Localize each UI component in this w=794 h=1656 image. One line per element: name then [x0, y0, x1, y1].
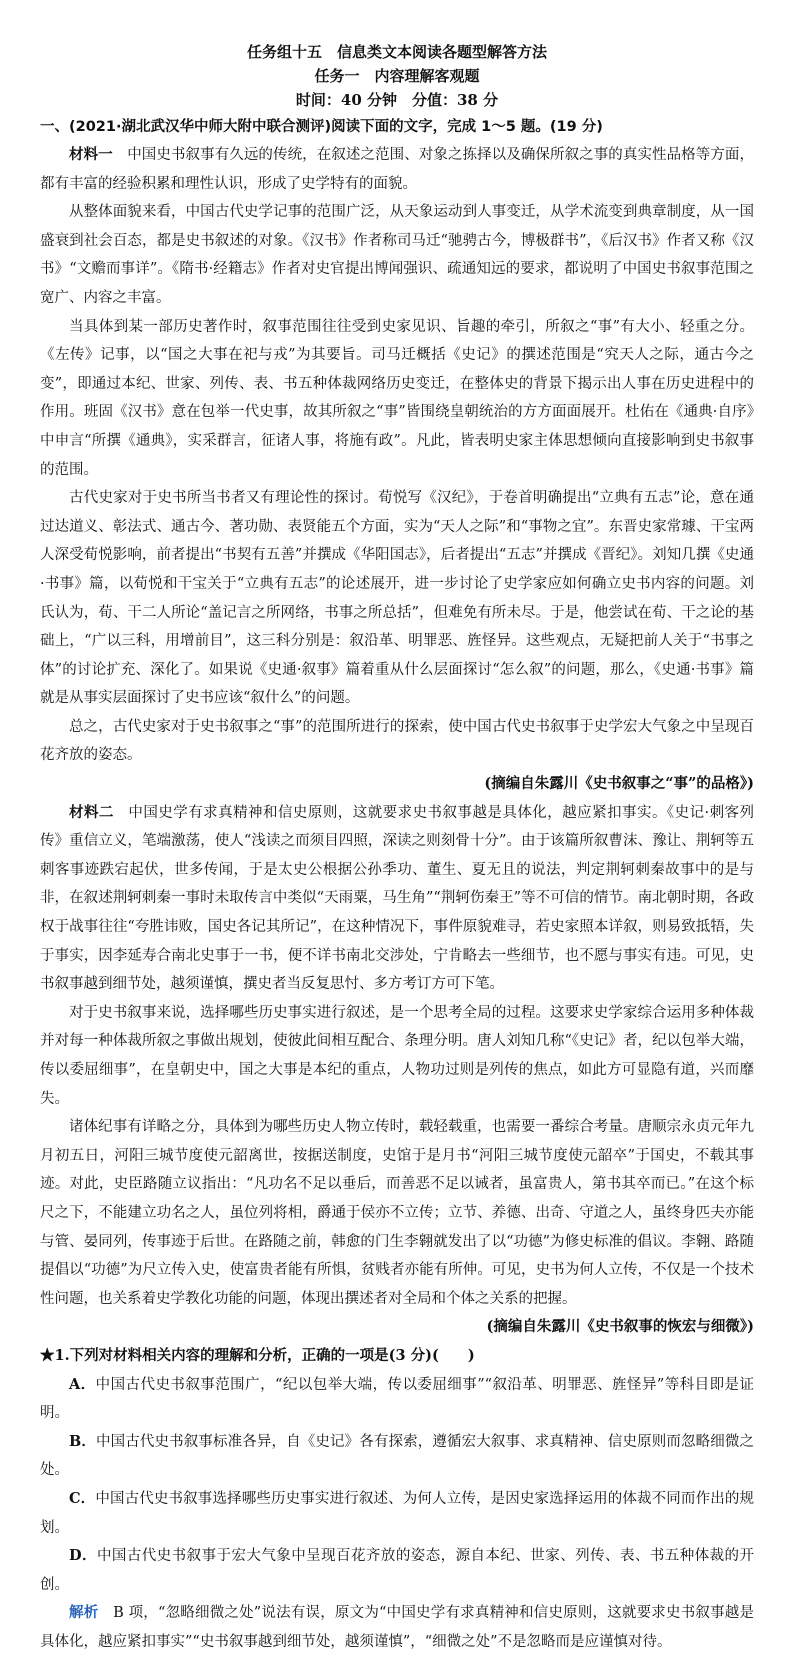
option-a[interactable]: [40, 1371, 754, 1428]
option-a-text: 中国古代史书叙事范围广，“纪以包举大端，传以委屈细事”“叙沿革、明罪恶、旌怪异”等科目即是证明。: [40, 1376, 754, 1422]
time-score-meta: 时间：40 分钟 分值：38 分: [295, 91, 499, 109]
analysis-text: B 项，“忽略细微之处”说法有误，原文为“中国史学有求真精神和信史原则，这就要求史书叙事越是具体化，越应紧扣事实”“史书叙事越到细节处，越须谨慎”，“细微之处”不是忽略而是应谨慎对待。: [40, 1605, 755, 1650]
option-c[interactable]: [40, 1485, 754, 1542]
material2-source: (摘编自朱露川《史书叙事的恢宏与细微》): [486, 1318, 754, 1336]
material2-paragraph-3: 诸体纪事有详略之分，具体到为哪些历史人物立传时，载轻载重，也需要一番综合考量。唐顺宗永贞元年九月初五日，河阳三城节度使元韶离世，按据送制度，史馆于是月书“河阳三城节度使元韶卒”于国史，不载其事迹。对此，史臣路随立议指出：“凡功名不足以垂后，而善恶不足以诫者，虽富贵人，第书其卒而已。”在这个标尺之下，不能建立功名之人，虽位列将相，爵通于侯亦不立传；立节、养德、出奇、守道之人，虽终身匹夫亦能与管、晏同列，传事迹于后世。在路随之前，韩愈的门生李翱就发出了以“功德”为修史标准的倡议。李翱、路随提倡以“功德”为尺立传入史，使富贵者能有所惧，贫贱者亦能有所伸。可见，史书为何人立传，不仅是一个技术性问题，也关系着史学教化功能的问题，体现出撰述者对全局和个体之关系的把握。: [40, 1119, 754, 1307]
document-title: 任务组十五 信息类文本阅读各题型解答方法: [246, 43, 547, 61]
material2-paragraph-1: 材料二 中国史学有求真精神和信史原则，这就要求史书叙事越是具体化，越应紧扣事实。《史记·刺客列传》重信立义，笔端激荡，使人“浅读之而须目四照，深读之则刻骨十分”。由于该篇所叙曹沫、豫让、荆轲等五刺客事迹跌宕起伏，世多传闻，于是太史公根据公孙季功、董生、夏无且的说法，判定荆轲刺秦故事中的是与非，在叙述荆轲刺秦一事时未取传言中类似“天雨粟，马生角”“荆轲伤秦王”等不可信的情节。南北朝时期，各政权于战事往往“夸胜讳败，国史各记其所记”，在这种情况下，事件原貌难寻，若史家照本详叙，则易致抵牾，失于事实，因李延寿合南北史事于一书，便不详书南北交涉处，宁肯略去一些细节，也不愿与事实有违。可见，史书叙事越到细节处，越须谨慎，撰史者当反复思忖、多方考订方可下笔。: [40, 803, 755, 993]
material2-paragraph-2: 对于史书叙事来说，选择哪些历史事实进行叙述，是一个思考全局的过程。这要求史学家综合运用多种体裁并对每一种体裁所叙之事做出规划，使彼此间相互配合、条理分明。唐人刘知几称“《史记》者，纪以包举大端，传以委屈细事”，在皇朝史中，国之大事是本纪的重点，人物功过则是列传的焦点，如此方可显隐有道，兴而靡失。: [40, 1004, 754, 1107]
document-subtitle: 任务一 内容理解客观题: [314, 67, 480, 85]
option-d-letter: D．: [69, 1547, 97, 1565]
question-intro: 一、(2021·湖北武汉华中师大附中联合测评)阅读下面的文字，完成 1～5 题。(19 分): [40, 119, 603, 135]
material1-paragraph-5: 总之，古代史家对于史书叙事之“事”的范围所进行的探索，使中国古代史书叙事于史学宏大气象之中呈现百花齐放的姿态。: [40, 718, 754, 764]
material1-paragraph-4: 古代史家对于史书所当书者又有理论性的探讨。荀悦写《汉纪》，于卷首明确提出“立典有五志”论，意在通过达道义、彰法式、通古今、著功勋、表贤能五个方面，实为“天人之际”和“事物之宜”。东晋史家常璩、干宝两人深受荀悦影响，前者提出“书契有五善”并撰成《华阳国志》，后者提出“五志”并撰成《晋纪》。刘知几撰《史通·书事》篇，以荀悦和干宝关于“立典有五志”的论述展开，进一步讨论了史学家应如何确立史书内容的问题。刘氏认为，荀、干二人所论“盖记言之所网络，书事之所总括”，但难免有所未尽。于是，他尝试在荀、干之论的基础上，“广以三科，用增前目”，这三科分别是：叙沿革、明罪恶、旌怪异。这些观点，无疑把前人关于“书事之体”的讨论扩充、深化了。如果说《史通·叙事》篇着重从什么层面探讨“怎么叙”的问题，那么，《史通·书事》篇就是从事实层面探讨了史书应该“叙什么”的问题。: [40, 490, 754, 707]
material2-label: 材料二: [69, 803, 114, 821]
option-b[interactable]: [40, 1428, 754, 1485]
analysis-label: 解析: [69, 1604, 99, 1622]
material1-source: (摘编自朱露川《史书叙事之“事”的品格》): [484, 775, 754, 793]
question-1-stem: ★1.下列对材料相关内容的理解和分析，正确的一项是(3 分)( ): [40, 1346, 475, 1364]
question-1-analysis: [40, 1599, 754, 1656]
option-c-letter: C．: [69, 1489, 96, 1507]
option-b-letter: B．: [69, 1432, 97, 1450]
option-b-text: 中国古代史书叙事标准各异，自《史记》各有探索，遵循宏大叙事、求真精神、信史原则而忽略细微之处。: [40, 1433, 754, 1479]
material1-paragraph-1: 材料一 中国史书叙事有久远的传统，在叙述之范围、对象之拣择以及确保所叙之事的真实性品格等方面，都有丰富的经验积累和理性认识，形成了史学特有的面貌。: [40, 146, 754, 192]
material1-paragraph-3: 当具体到某一部历史著作时，叙事范围往往受到史家见识、旨趣的牵引，所叙之“事”有大小、轻重之分。《左传》记事，以“国之大事在祀与戎”为其要旨。司马迁概括《史记》的撰述范围是“究天人之际，通古今之变”，即通过本纪、世家、列传、表、书五种体裁网络历史变迁，在整体史的背景下揭示出人事在历史进程中的作用。班固《汉书》意在包举一代史事，故其所叙之“事”皆围绕皇朝统治的方方面面展开。杜佑在《通典·自序》中申言“所撰《通典》，实采群言，征诸人事，将施有政”。凡此，皆表明史家主体思想倾向直接影响到史书叙事的范围。: [40, 318, 754, 478]
option-d[interactable]: [40, 1542, 754, 1599]
option-d-text: 中国古代史书叙事于宏大气象中呈现百花齐放的姿态，源自本纪、世家、列传、表、书五种体裁的开创。: [40, 1548, 755, 1593]
material1-label: 材料一: [69, 146, 113, 163]
option-c-text: 中国古代史书叙事选择哪些历史事实进行叙述、为何人立传，是因史家选择运用的体裁不同而作出的规划。: [40, 1490, 754, 1536]
material1-paragraph-2: 从整体面貌来看，中国古代史学记事的范围广泛，从天象运动到人事变迁，从学术流变到典章制度，从一国盛衰到社会百态，都是史书叙述的对象。《汉书》作者称司马迁“驰骋古今，博极群书”，《后汉书》作者又称《汉书》“文赡而事详”。《隋书·经籍志》作者对史官提出博闻强识、疏通知远的要求，都说明了中国史书叙事范围之宽广、内容之丰富。: [40, 204, 754, 306]
option-a-letter: A．: [69, 1375, 96, 1393]
